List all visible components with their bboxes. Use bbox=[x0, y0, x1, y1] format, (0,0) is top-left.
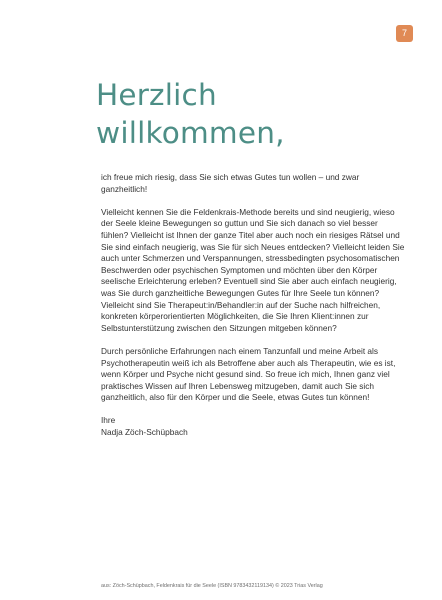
body-text bbox=[101, 172, 407, 439]
signature-closing: Ihre bbox=[101, 415, 116, 426]
page-number-badge: 7 bbox=[396, 25, 413, 42]
footer-citation: aus: Zöch-Schüpbach, Feldenkrais für die Seele (ISBN 9783432119134) © 2023 Trias Verlag bbox=[101, 583, 323, 589]
heading-line-1: Herzlich bbox=[96, 78, 217, 112]
paragraph-greeting: ich freue mich riesig, dass Sie sich etwas Gutes tun wollen – und zwar ganzheitlich! bbox=[101, 172, 360, 194]
signature bbox=[101, 415, 407, 438]
page-heading bbox=[96, 76, 416, 152]
signature-author: Nadja Zöch-Schüpbach bbox=[101, 427, 188, 438]
heading-line-2: willkommen, bbox=[96, 116, 285, 150]
paragraph-experience: Durch persönliche Erfahrungen nach einem Tanzunfall und meine Arbeit als Psychotherapeutin weiß ich als Betroffene aber auch als Therapeutin, wie es ist, wenn Körper und Psyche nicht gesund sind. So freue ich mich, Ihnen ganz viel praktisches Wissen auf Ihren Lebensweg mitzugeben, damit auch Sie sich ganzheitlich, also für den Körper und die Seele, etwas Gutes tun können! bbox=[101, 345, 396, 403]
paragraph-intro: Vielleicht kennen Sie die Feldenkrais-Methode bereits und sind neugierig, wieso der Seele kleine Bewegungen so guttun und Sie sich danach so viel besser fühlen? Vielleicht ist Ihnen der ganze Titel aber auch noch ein riesiges Rätsel und Sie sind einfach neugierig, was Sie für sich Neues entdecken? Vielleicht leiden Sie auch unter Schmerzen und Verspannungen, stressbedingten psychosomatischen Beschwerden oder psychischen Symptomen und möchten über den Körper seelische Erleichterung erleben? Eventuell sind Sie aber auch einfach neugierig, was Sie durch ganzheitliche Bewegungen Gutes für Ihre Seele tun können? Vielleicht sind Sie Therapeut:in/Behandler:in auf der Suche nach hilfreichen, konkreten körperorientierten Möglichkeiten, die Sie Ihren Klient:innen zur Selbstunterstützung zwischen den Sitzungen mitgeben können? bbox=[101, 206, 405, 333]
